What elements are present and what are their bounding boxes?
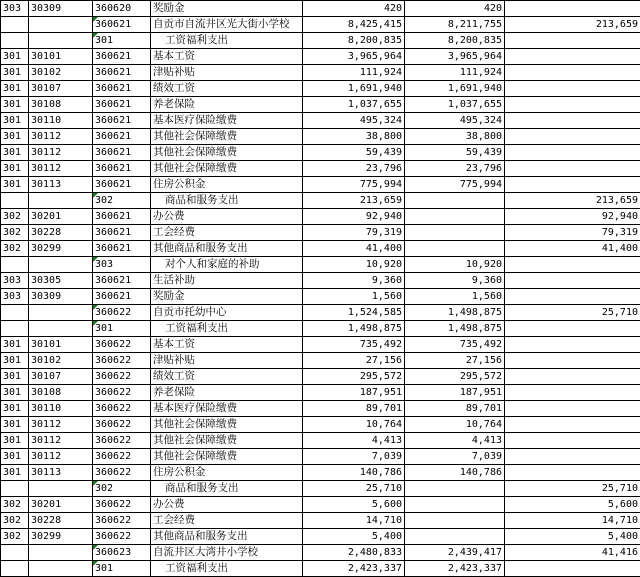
cell-project-expense[interactable] — [505, 145, 640, 161]
cell-total[interactable]: 59,439 — [303, 145, 405, 161]
cell-class-code[interactable] — [1, 17, 29, 33]
table-row — [1, 97, 640, 113]
cell-class-code[interactable] — [1, 33, 29, 49]
cell-basic-expense[interactable]: 59,439 — [405, 145, 505, 161]
cell-item-name[interactable]: 基本医疗保险缴费 — [151, 401, 303, 417]
table-row — [1, 289, 640, 305]
cell-item-code[interactable]: 30113 — [29, 465, 93, 481]
cell-basic-expense[interactable]: 10,764 — [405, 417, 505, 433]
cell-unit-code[interactable]: 360620 — [93, 1, 151, 17]
cell-unit-code[interactable]: 302 — [93, 193, 151, 209]
table-row — [1, 305, 640, 321]
cell-class-code[interactable]: 302 — [1, 209, 29, 225]
cell-basic-expense[interactable] — [405, 529, 505, 545]
cell-unit-code[interactable]: 360621 — [93, 209, 151, 225]
cell-item-name[interactable]: 奖励金 — [151, 289, 303, 305]
cell-item-name[interactable]: 养老保险 — [151, 97, 303, 113]
cell-total[interactable]: 111,924 — [303, 65, 405, 81]
cell-project-expense[interactable] — [505, 1, 640, 17]
cell-class-code[interactable]: 301 — [1, 353, 29, 369]
cell-class-code[interactable] — [1, 321, 29, 337]
cell-item-code[interactable] — [29, 17, 93, 33]
cell-unit-code[interactable]: 360621 — [93, 97, 151, 113]
cell-class-code[interactable]: 301 — [1, 337, 29, 353]
cell-project-expense[interactable] — [505, 49, 640, 65]
cell-total[interactable]: 79,319 — [303, 225, 405, 241]
table-row — [1, 161, 640, 177]
cell-basic-expense[interactable]: 23,796 — [405, 161, 505, 177]
cell-class-code[interactable]: 301 — [1, 433, 29, 449]
cell-unit-code[interactable]: 360622 — [93, 513, 151, 529]
cell-item-code[interactable]: 30112 — [29, 449, 93, 465]
cell-item-code[interactable]: 30107 — [29, 369, 93, 385]
table-row — [1, 177, 640, 193]
cell-unit-code[interactable]: 360621 — [93, 289, 151, 305]
cell-project-expense[interactable] — [505, 321, 640, 337]
cell-class-code[interactable]: 302 — [1, 225, 29, 241]
cell-class-code[interactable]: 301 — [1, 369, 29, 385]
cell-item-name[interactable]: 其他社会保障缴费 — [151, 433, 303, 449]
cell-basic-expense[interactable]: 27,156 — [405, 353, 505, 369]
cell-unit-code[interactable]: 360621 — [93, 273, 151, 289]
cell-project-expense[interactable]: 213,659 — [505, 17, 640, 33]
cell-item-name[interactable]: 工会经费 — [151, 225, 303, 241]
table-row — [1, 369, 640, 385]
cell-class-code[interactable]: 301 — [1, 97, 29, 113]
cell-project-expense[interactable]: 41,416 — [505, 545, 640, 561]
cell-total[interactable]: 2,423,337 — [303, 561, 405, 577]
cell-class-code[interactable]: 303 — [1, 1, 29, 17]
cell-project-expense[interactable]: 5,600 — [505, 497, 640, 513]
cell-unit-code[interactable]: 301 — [93, 321, 151, 337]
cell-project-expense[interactable] — [505, 161, 640, 177]
cell-total[interactable]: 7,039 — [303, 449, 405, 465]
cell-basic-expense[interactable]: 1,498,875 — [405, 321, 505, 337]
cell-project-expense[interactable]: 92,940 — [505, 209, 640, 225]
cell-basic-expense[interactable]: 3,965,964 — [405, 49, 505, 65]
cell-item-code[interactable]: 30299 — [29, 241, 93, 257]
cell-item-name[interactable]: 其他商品和服务支出 — [151, 529, 303, 545]
cell-class-code[interactable] — [1, 561, 29, 577]
cell-project-expense[interactable]: 25,710 — [505, 305, 640, 321]
table-row — [1, 353, 640, 369]
cell-class-code[interactable]: 301 — [1, 81, 29, 97]
cell-class-code[interactable]: 301 — [1, 417, 29, 433]
cell-item-name[interactable]: 商品和服务支出 — [151, 193, 303, 209]
cell-item-name[interactable]: 工资福利支出 — [151, 561, 303, 577]
cell-total[interactable]: 8,200,835 — [303, 33, 405, 49]
cell-total[interactable]: 41,400 — [303, 241, 405, 257]
cell-unit-code[interactable]: 360621 — [93, 145, 151, 161]
cell-total[interactable]: 8,425,415 — [303, 17, 405, 33]
cell-basic-expense[interactable] — [405, 193, 505, 209]
cell-project-expense[interactable] — [505, 449, 640, 465]
cell-unit-code[interactable]: 360622 — [93, 417, 151, 433]
cell-item-name[interactable]: 养老保险 — [151, 385, 303, 401]
cell-item-code[interactable]: 30108 — [29, 97, 93, 113]
table-row — [1, 561, 640, 577]
cell-total[interactable]: 27,156 — [303, 353, 405, 369]
cell-unit-code[interactable]: 360621 — [93, 49, 151, 65]
cell-project-expense[interactable] — [505, 177, 640, 193]
cell-total[interactable]: 14,710 — [303, 513, 405, 529]
cell-project-expense[interactable] — [505, 273, 640, 289]
cell-basic-expense[interactable] — [405, 225, 505, 241]
cell-item-name[interactable]: 津贴补贴 — [151, 353, 303, 369]
cell-unit-code[interactable]: 360621 — [93, 65, 151, 81]
cell-class-code[interactable]: 301 — [1, 113, 29, 129]
cell-unit-code[interactable]: 360621 — [93, 113, 151, 129]
cell-item-code[interactable] — [29, 193, 93, 209]
cell-total[interactable]: 38,800 — [303, 129, 405, 145]
cell-class-code[interactable] — [1, 305, 29, 321]
cell-item-code[interactable]: 30102 — [29, 353, 93, 369]
cell-class-code[interactable]: 301 — [1, 129, 29, 145]
cell-total[interactable]: 1,498,875 — [303, 321, 405, 337]
cell-unit-code[interactable]: 360622 — [93, 465, 151, 481]
cell-item-code[interactable]: 30101 — [29, 337, 93, 353]
cell-item-code[interactable]: 30112 — [29, 433, 93, 449]
cell-unit-code[interactable]: 360621 — [93, 225, 151, 241]
cell-project-expense[interactable] — [505, 353, 640, 369]
table-row — [1, 65, 640, 81]
cell-project-expense[interactable] — [505, 465, 640, 481]
cell-unit-code[interactable]: 302 — [93, 481, 151, 497]
cell-unit-code[interactable]: 301 — [93, 561, 151, 577]
cell-total[interactable]: 213,659 — [303, 193, 405, 209]
cell-class-code[interactable]: 303 — [1, 273, 29, 289]
cell-item-code[interactable]: 30305 — [29, 273, 93, 289]
cell-item-code[interactable]: 30108 — [29, 385, 93, 401]
cell-class-code[interactable]: 302 — [1, 513, 29, 529]
cell-item-name[interactable]: 基本工资 — [151, 49, 303, 65]
cell-unit-code[interactable]: 360622 — [93, 449, 151, 465]
cell-item-name[interactable]: 自贡市托幼中心 — [151, 305, 303, 321]
cell-item-code[interactable] — [29, 257, 93, 273]
cell-basic-expense[interactable]: 8,200,835 — [405, 33, 505, 49]
cell-project-expense[interactable] — [505, 289, 640, 305]
cell-item-name[interactable]: 工资福利支出 — [151, 33, 303, 49]
cell-class-code[interactable]: 301 — [1, 49, 29, 65]
cell-unit-code[interactable]: 360622 — [93, 369, 151, 385]
cell-item-name[interactable]: 其他社会保障缴费 — [151, 449, 303, 465]
cell-project-expense[interactable] — [505, 257, 640, 273]
cell-basic-expense[interactable]: 2,423,337 — [405, 561, 505, 577]
cell-unit-code[interactable]: 360622 — [93, 305, 151, 321]
cell-project-expense[interactable] — [505, 337, 640, 353]
cell-basic-expense[interactable]: 111,924 — [405, 65, 505, 81]
cell-total[interactable]: 5,400 — [303, 529, 405, 545]
table-row — [1, 513, 640, 529]
cell-total[interactable]: 420 — [303, 1, 405, 17]
cell-item-code[interactable]: 30102 — [29, 65, 93, 81]
cell-total[interactable]: 92,940 — [303, 209, 405, 225]
cell-project-expense[interactable]: 25,710 — [505, 481, 640, 497]
cell-class-code[interactable]: 302 — [1, 241, 29, 257]
cell-total[interactable]: 187,951 — [303, 385, 405, 401]
cell-item-name[interactable]: 其他商品和服务支出 — [151, 241, 303, 257]
table-row — [1, 385, 640, 401]
cell-project-expense[interactable] — [505, 81, 640, 97]
cell-basic-expense[interactable] — [405, 497, 505, 513]
cell-total[interactable]: 295,572 — [303, 369, 405, 385]
cell-item-code[interactable]: 30201 — [29, 497, 93, 513]
cell-class-code[interactable]: 301 — [1, 385, 29, 401]
cell-item-code[interactable] — [29, 305, 93, 321]
cell-unit-code[interactable]: 360621 — [93, 129, 151, 145]
cell-class-code[interactable] — [1, 481, 29, 497]
cell-item-name[interactable]: 自贡市自流井区光大街小学校 — [151, 17, 303, 33]
table-row — [1, 433, 640, 449]
cell-item-code[interactable]: 30107 — [29, 81, 93, 97]
cell-unit-code[interactable]: 360622 — [93, 385, 151, 401]
table-row — [1, 145, 640, 161]
cell-unit-code[interactable]: 360621 — [93, 17, 151, 33]
table-row — [1, 81, 640, 97]
cell-unit-code[interactable]: 360622 — [93, 401, 151, 417]
table-row — [1, 241, 640, 257]
cell-unit-code[interactable]: 360622 — [93, 497, 151, 513]
cell-unit-code[interactable]: 303 — [93, 257, 151, 273]
table-row — [1, 401, 640, 417]
cell-basic-expense[interactable] — [405, 481, 505, 497]
cell-class-code[interactable]: 301 — [1, 465, 29, 481]
cell-item-code[interactable] — [29, 321, 93, 337]
cell-class-code[interactable]: 302 — [1, 529, 29, 545]
cell-basic-expense[interactable]: 1,037,655 — [405, 97, 505, 113]
cell-basic-expense[interactable]: 9,360 — [405, 273, 505, 289]
cell-class-code[interactable]: 303 — [1, 289, 29, 305]
cell-unit-code[interactable]: 360621 — [93, 177, 151, 193]
cell-basic-expense[interactable]: 420 — [405, 1, 505, 17]
cell-total[interactable]: 3,965,964 — [303, 49, 405, 65]
cell-item-code[interactable]: 30112 — [29, 129, 93, 145]
table-row — [1, 49, 640, 65]
cell-basic-expense[interactable]: 1,498,875 — [405, 305, 505, 321]
cell-project-expense[interactable] — [505, 385, 640, 401]
cell-project-expense[interactable] — [505, 417, 640, 433]
cell-item-code[interactable]: 30110 — [29, 401, 93, 417]
cell-project-expense[interactable] — [505, 65, 640, 81]
cell-item-name[interactable]: 工资福利支出 — [151, 321, 303, 337]
cell-basic-expense[interactable]: 89,701 — [405, 401, 505, 417]
cell-item-code[interactable]: 30228 — [29, 225, 93, 241]
cell-basic-expense[interactable]: 495,324 — [405, 113, 505, 129]
table-row — [1, 129, 640, 145]
cell-class-code[interactable]: 301 — [1, 177, 29, 193]
cell-basic-expense[interactable]: 4,413 — [405, 433, 505, 449]
cell-basic-expense[interactable] — [405, 209, 505, 225]
table-row — [1, 257, 640, 273]
table-row — [1, 417, 640, 433]
cell-item-name[interactable]: 绩效工资 — [151, 369, 303, 385]
cell-project-expense[interactable] — [505, 113, 640, 129]
table-row — [1, 33, 640, 49]
cell-item-name[interactable]: 基本医疗保险缴费 — [151, 113, 303, 129]
cell-item-name[interactable]: 津贴补贴 — [151, 65, 303, 81]
cell-unit-code[interactable]: 360622 — [93, 353, 151, 369]
cell-unit-code[interactable]: 360621 — [93, 241, 151, 257]
cell-basic-expense[interactable]: 140,786 — [405, 465, 505, 481]
cell-total[interactable]: 89,701 — [303, 401, 405, 417]
cell-class-code[interactable]: 301 — [1, 65, 29, 81]
cell-unit-code[interactable]: 360623 — [93, 545, 151, 561]
cell-project-expense[interactable]: 79,319 — [505, 225, 640, 241]
table-row — [1, 193, 640, 209]
cell-total[interactable]: 25,710 — [303, 481, 405, 497]
cell-total[interactable]: 1,560 — [303, 289, 405, 305]
cell-project-expense[interactable] — [505, 369, 640, 385]
cell-unit-code[interactable]: 360622 — [93, 529, 151, 545]
cell-basic-expense[interactable] — [405, 513, 505, 529]
cell-item-code[interactable]: 30112 — [29, 417, 93, 433]
cell-item-name[interactable]: 商品和服务支出 — [151, 481, 303, 497]
cell-item-code[interactable]: 30228 — [29, 513, 93, 529]
cell-item-name[interactable]: 绩效工资 — [151, 81, 303, 97]
cell-class-code[interactable] — [1, 193, 29, 209]
cell-item-name[interactable]: 工会经费 — [151, 513, 303, 529]
cell-item-code[interactable] — [29, 481, 93, 497]
cell-item-name[interactable]: 住房公积金 — [151, 465, 303, 481]
cell-item-name[interactable]: 生活补助 — [151, 273, 303, 289]
cell-basic-expense[interactable]: 295,572 — [405, 369, 505, 385]
table-row — [1, 497, 640, 513]
cell-item-code[interactable]: 30112 — [29, 145, 93, 161]
cell-project-expense[interactable] — [505, 129, 640, 145]
cell-unit-code[interactable]: 360622 — [93, 433, 151, 449]
cell-class-code[interactable]: 301 — [1, 401, 29, 417]
cell-item-code[interactable]: 30113 — [29, 177, 93, 193]
cell-class-code[interactable]: 301 — [1, 449, 29, 465]
cell-item-name[interactable]: 奖励金 — [151, 1, 303, 17]
cell-item-name[interactable]: 办公费 — [151, 209, 303, 225]
cell-project-expense[interactable]: 14,710 — [505, 513, 640, 529]
cell-basic-expense[interactable]: 2,439,417 — [405, 545, 505, 561]
cell-item-code[interactable]: 30299 — [29, 529, 93, 545]
cell-item-code[interactable]: 30201 — [29, 209, 93, 225]
cell-basic-expense[interactable]: 735,492 — [405, 337, 505, 353]
cell-project-expense[interactable] — [505, 97, 640, 113]
cell-total[interactable]: 1,037,655 — [303, 97, 405, 113]
table-row — [1, 225, 640, 241]
cell-total[interactable]: 5,600 — [303, 497, 405, 513]
cell-basic-expense[interactable]: 8,211,755 — [405, 17, 505, 33]
cell-basic-expense[interactable]: 38,800 — [405, 129, 505, 145]
cell-total[interactable]: 1,524,585 — [303, 305, 405, 321]
cell-class-code[interactable]: 301 — [1, 145, 29, 161]
cell-project-expense[interactable] — [505, 33, 640, 49]
cell-unit-code[interactable]: 301 — [93, 33, 151, 49]
cell-class-code[interactable]: 301 — [1, 161, 29, 177]
table-row — [1, 321, 640, 337]
cell-unit-code[interactable]: 360622 — [93, 337, 151, 353]
table-row — [1, 337, 640, 353]
cell-project-expense[interactable]: 213,659 — [505, 193, 640, 209]
cell-basic-expense[interactable]: 7,039 — [405, 449, 505, 465]
cell-item-code[interactable]: 30101 — [29, 49, 93, 65]
cell-total[interactable]: 10,764 — [303, 417, 405, 433]
table-row — [1, 1, 640, 17]
cell-total[interactable]: 1,691,940 — [303, 81, 405, 97]
cell-total[interactable]: 495,324 — [303, 113, 405, 129]
cell-unit-code[interactable]: 360621 — [93, 81, 151, 97]
cell-item-code[interactable]: 30112 — [29, 161, 93, 177]
cell-item-code[interactable]: 30309 — [29, 1, 93, 17]
cell-basic-expense[interactable]: 1,691,940 — [405, 81, 505, 97]
table-row — [1, 529, 640, 545]
cell-item-name[interactable]: 对个人和家庭的补助 — [151, 257, 303, 273]
cell-total[interactable]: 2,480,833 — [303, 545, 405, 561]
cell-class-code[interactable] — [1, 257, 29, 273]
cell-project-expense[interactable]: 5,400 — [505, 529, 640, 545]
cell-total[interactable]: 735,492 — [303, 337, 405, 353]
cell-total[interactable]: 10,920 — [303, 257, 405, 273]
cell-unit-code[interactable]: 360621 — [93, 161, 151, 177]
table-row — [1, 273, 640, 289]
table-row — [1, 209, 640, 225]
cell-item-code[interactable]: 30309 — [29, 289, 93, 305]
table-body — [1, 1, 640, 577]
cell-item-name[interactable]: 其他社会保障缴费 — [151, 145, 303, 161]
cell-basic-expense[interactable]: 775,994 — [405, 177, 505, 193]
cell-basic-expense[interactable]: 187,951 — [405, 385, 505, 401]
cell-basic-expense[interactable]: 1,560 — [405, 289, 505, 305]
cell-total[interactable]: 140,786 — [303, 465, 405, 481]
cell-item-name[interactable]: 其他社会保障缴费 — [151, 417, 303, 433]
cell-item-name[interactable]: 住房公积金 — [151, 177, 303, 193]
cell-item-code[interactable] — [29, 561, 93, 577]
cell-total[interactable]: 23,796 — [303, 161, 405, 177]
cell-total[interactable]: 775,994 — [303, 177, 405, 193]
table-row — [1, 481, 640, 497]
cell-item-code[interactable] — [29, 33, 93, 49]
table-row — [1, 17, 640, 33]
table-row — [1, 465, 640, 481]
cell-basic-expense[interactable] — [405, 241, 505, 257]
cell-project-expense[interactable] — [505, 401, 640, 417]
cell-project-expense[interactable]: 41,400 — [505, 241, 640, 257]
cell-item-code[interactable]: 30110 — [29, 113, 93, 129]
cell-item-name[interactable]: 办公费 — [151, 497, 303, 513]
cell-class-code[interactable]: 302 — [1, 497, 29, 513]
cell-basic-expense[interactable]: 10,920 — [405, 257, 505, 273]
cell-item-name[interactable]: 其他社会保障缴费 — [151, 161, 303, 177]
table-row — [1, 449, 640, 465]
cell-item-name[interactable]: 基本工资 — [151, 337, 303, 353]
table-row — [1, 113, 640, 129]
cell-item-name[interactable]: 自流井区大湾井小学校 — [151, 545, 303, 561]
cell-total[interactable]: 4,413 — [303, 433, 405, 449]
cell-project-expense[interactable] — [505, 433, 640, 449]
cell-item-name[interactable]: 其他社会保障缴费 — [151, 129, 303, 145]
cell-project-expense[interactable] — [505, 561, 640, 577]
cell-total[interactable]: 9,360 — [303, 273, 405, 289]
